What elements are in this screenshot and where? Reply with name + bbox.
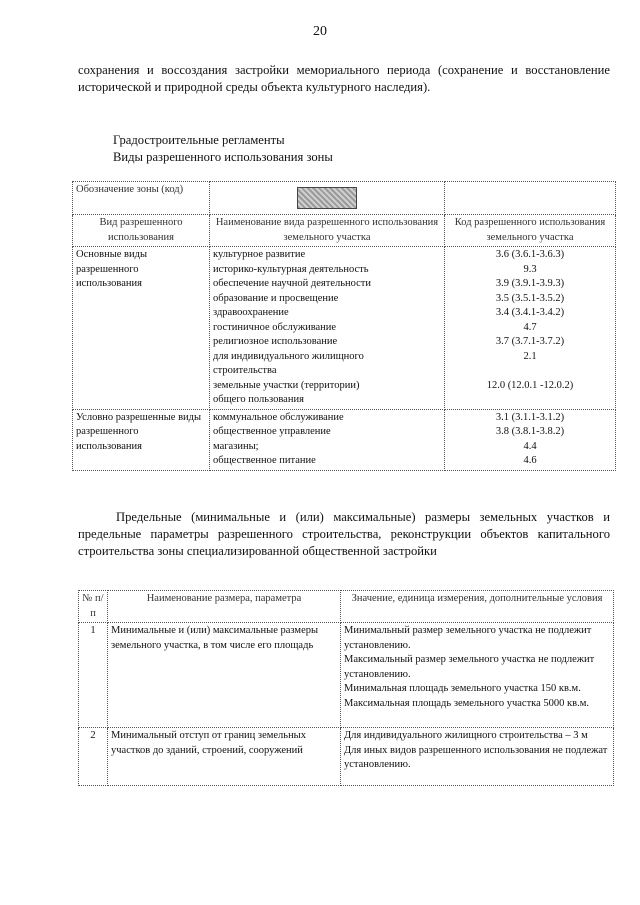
conditional-uses-row <box>73 409 616 470</box>
use-name: общественное управление <box>213 426 331 437</box>
use-code <box>448 364 612 379</box>
parameter-name: Минимальный отступ от границ земельных участков до зданий, строений, сооружений <box>108 728 341 786</box>
use-code: 3.8 (3.8.1-3.8.2) <box>495 426 565 437</box>
use-name: образование и просвещение <box>213 292 339 304</box>
use-name: общественное питание <box>213 455 316 466</box>
use-name: для индивидуального жилищного <box>213 350 364 362</box>
use-name: коммунальное обслуживание <box>213 411 344 423</box>
use-codes <box>445 247 616 410</box>
parameters-table <box>78 590 614 786</box>
use-name: магазины; <box>213 440 259 452</box>
use-name: историко-культурная деятельность <box>213 263 369 275</box>
use-code: 12.0 (12.0.1 -12.0.2) <box>486 379 574 391</box>
value-line: Максимальный размер земельного участка не подлежит установлению. <box>344 654 595 680</box>
zone-code-swatch <box>297 187 357 209</box>
zone-code-label: Обозначение зоны (код) <box>73 182 210 215</box>
row-number: 1 <box>79 623 108 728</box>
column-header: № п/п <box>79 591 108 623</box>
permitted-use-table <box>72 181 616 471</box>
use-code: 9.3 <box>523 263 537 275</box>
value-line: Для иных видов разрешенного использования не подлежат установлению. <box>344 744 608 770</box>
parameter-value <box>341 623 614 728</box>
column-header: Код разрешенного использования земельного участка <box>445 215 616 247</box>
parameters-title: Предельные (минимальные и (или) максимальные) размеры земельных участков и предельные параметры разрешенного строительства, реконструкции объектов капитального строительства зоны специализированной общественной застройки <box>78 510 610 558</box>
use-code: 3.6 (3.6.1-3.6.3) <box>495 249 565 260</box>
use-name: религиозное использование <box>213 336 338 347</box>
use-code: 3.5 (3.5.1-3.5.2) <box>495 292 565 304</box>
use-code: 3.7 (3.7.1-3.7.2) <box>495 336 565 347</box>
use-code: 3.9 (3.9.1-3.9.3) <box>495 278 565 289</box>
column-header: Наименование размера, параметра <box>108 591 341 623</box>
value-line: Минимальная площадь земельного участка 150 кв.м. <box>344 683 581 694</box>
table-row <box>79 728 614 786</box>
parameter-value <box>341 728 614 786</box>
use-name: обеспечение научной деятельности <box>213 278 372 289</box>
group-label: Основные виды разрешенного использования <box>73 247 210 410</box>
use-name: земельные участки (территории) <box>213 379 360 391</box>
use-name: здравоохранение <box>213 307 289 318</box>
intro-paragraph: сохранения и воссоздания застройки мемориального периода (сохранение и восстановление исторической и природной среды объекта культурного наследия). <box>78 63 610 94</box>
value-line: Для индивидуального жилищного строительства – 3 м <box>344 730 588 741</box>
use-name: культурное развитие <box>213 249 306 260</box>
use-code: 3.1 (3.1.1-3.1.2) <box>495 411 565 423</box>
use-code: 4.6 <box>523 455 537 466</box>
subsection-heading: Виды разрешенного использования зоны <box>113 150 333 164</box>
use-names <box>210 409 445 470</box>
section-heading: Градостроительные регламенты <box>113 133 285 147</box>
row-number: 2 <box>79 728 108 786</box>
column-header: Наименование вида разрешенного использования земельного участка <box>210 215 445 247</box>
value-line: Максимальная площадь земельного участка 5000 кв.м. <box>344 697 589 709</box>
zone-code-empty-cell <box>445 182 616 215</box>
page-number: 20 <box>313 24 327 39</box>
use-code: 4.4 <box>523 440 537 452</box>
zone-table-header-row <box>73 215 616 247</box>
use-name: гостиничное обслуживание <box>213 321 337 333</box>
zone-code-cell <box>210 182 445 215</box>
use-code: 3.4 (3.4.1-3.4.2) <box>495 307 565 318</box>
column-header: Значение, единица измерения, дополнительные условия <box>341 591 614 623</box>
main-uses-row <box>73 247 616 410</box>
use-code <box>448 393 612 408</box>
parameters-header-row <box>79 591 614 623</box>
zone-code-row <box>73 182 616 215</box>
use-code: 4.7 <box>523 321 537 333</box>
use-codes <box>445 409 616 470</box>
value-line: Минимальный размер земельного участка не подлежит установлению. <box>344 625 592 651</box>
parameter-name: Минимальные и (или) максимальные размеры земельного участка, в том числе его площадь <box>108 623 341 728</box>
use-names <box>210 247 445 410</box>
group-label: Условно разрешенные виды разрешенного использования <box>73 409 210 470</box>
table-row <box>79 623 614 728</box>
use-name: строительства <box>213 365 277 376</box>
use-code: 2.1 <box>523 350 537 362</box>
use-name: общего пользования <box>213 394 304 405</box>
column-header: Вид разрешенного использования <box>73 215 210 247</box>
